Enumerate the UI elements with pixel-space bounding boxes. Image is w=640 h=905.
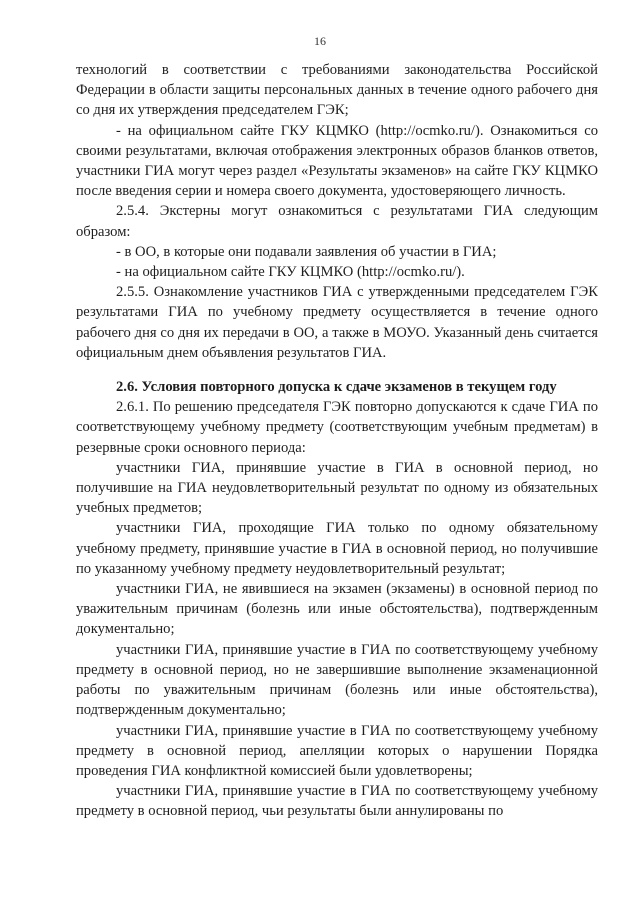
list-item-oo: - в ОО, в которые они подавали заявления об участии в ГИА; [116, 243, 497, 260]
paragraph-ocmko-site: - на официальном сайте ГКУ КЦМКО (http://ocmko.ru/). Ознакомиться со своими результатами, включая отображения электронных образов бланков ответов, участники ГИА могут через раздел «Результаты экзаменов» на сайте ГКУ КЦМКО после введения серии и номера своего документа, удостоверяющего личность. [76, 122, 598, 200]
document-body [76, 60, 598, 822]
paragraph-condition-3: участники ГИА, не явившиеся на экзамен (экзамены) в основной период по уважительным причинам (болезнь или иные обстоятельства), подтвержденным документально; [76, 581, 598, 638]
paragraph-2-6-1: 2.6.1. По решению председателя ГЭК повторно допускаются к сдаче ГИА по соответствующему учебному предмету (соответствующим учебным предметам) в резервные сроки основного периода: [76, 399, 598, 456]
paragraph-2-5-4: 2.5.4. Экстерны могут ознакомиться с результатами ГИА следующим образом: [76, 203, 598, 240]
paragraph-continuation: технологий в соответствии с требованиями законодательства Российской Федерации в области защиты персональных данных в течение одного рабочего дня со дня их утверждения председателем ГЭК; [76, 62, 598, 119]
paragraph-condition-4: участники ГИА, принявшие участие в ГИА по соответствующему учебному предмету в основной период, но не завершившие выполнение экзаменационной работы по уважительным причинам (болезнь или иные обстоятельства), подтвержденным документально; [76, 641, 598, 719]
paragraph-2-5-5: 2.5.5. Ознакомление участников ГИА с утвержденными председателем ГЭК результатами ГИА по учебному предмету осуществляется в течение одного рабочего дня со дня их передачи в ОО, а также в МОУО. Указанный день считается официальным днем объявления результатов ГИА. [76, 284, 598, 361]
list-item-ocmko-site: - на официальном сайте ГКУ КЦМКО (http://ocmko.ru/). [116, 264, 465, 281]
paragraph-condition-5: участники ГИА, принявшие участие в ГИА по соответствующему учебному предмету в основной период, апелляции которых о нарушении Порядка проведения ГИА конфликтной комиссией были удовлетворены; [76, 722, 598, 779]
paragraph-condition-1: участники ГИА, принявшие участие в ГИА в основной период, но получившие на ГИА неудовлетворительный результат по одному из обязательных учебных предметов; [76, 459, 598, 517]
section-heading-2-6: 2.6. Условия повторного допуска к сдаче экзаменов в текущем году [116, 379, 557, 396]
paragraph-condition-6: участники ГИА, принявшие участие в ГИА по соответствующему учебному предмету в основной период, чьи результаты были аннулированы по [76, 783, 598, 820]
paragraph-condition-2: участники ГИА, проходящие ГИА только по одному обязательному учебному предмету, принявшие участие в ГИА в основной период, но получившие по указанному учебному предмету неудовлетворительный результат; [76, 520, 598, 577]
section-gap [76, 363, 598, 377]
page-number: 16 [314, 34, 326, 48]
